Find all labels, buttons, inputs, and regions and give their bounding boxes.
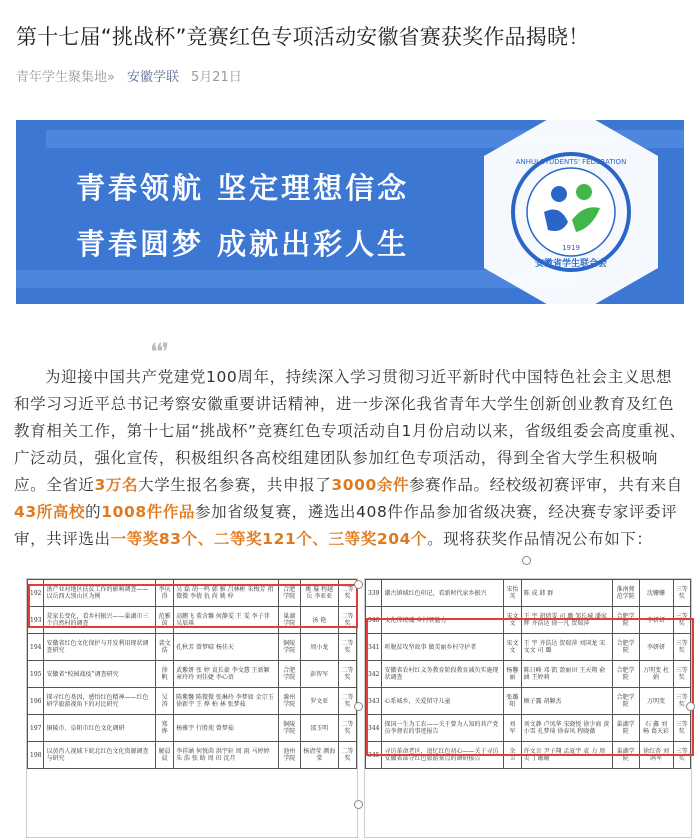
table-cell: 宋文文: [504, 634, 521, 661]
table-cell: 344: [366, 715, 382, 742]
table-cell: 心系城乡，关爱留守儿童: [382, 688, 504, 715]
table-cell: 吴 磊 胡一鸣 韩 雅 吕林彬 朱梅芳 祖微微 李倩 仇 尚 姚 梓: [174, 580, 279, 607]
table-cell: 巢湖学院: [612, 715, 639, 742]
resize-handle-left-mid[interactable]: [354, 702, 363, 711]
table-cell: 石 鑫 刘 畅 葛天彩: [639, 715, 673, 742]
article-paragraph: 为迎接中国共产党建党100周年，持续深入学习贯彻习近平新时代中国特色社会主义思想和学习习近平总书记考察安徽重要讲话精神，进一步深化我省青年大学生创新创业教育及红色教育相关工作，第十七届“挑战杯”竞赛红色专项活动自1月份启动以来，省级组委会高度重视、广泛动员，强化宣传，积极组织各高校组建团队参加红色专项活动，得到全省大学生积极响应。全省近3万名大学生报名参赛，共申报了3000余件参赛作品。经校级初赛评审，共有来自43所高校的1008件作品参加省级复赛，遴选出408件作品参加省级决赛，经决赛专家评委评审，共评选出一等奖83个、二等奖121个、三等奖204个。现将获奖作品情况公布如下：: [14, 368, 686, 548]
table-cell: 范雅茵: [156, 607, 174, 634]
table-cell: 合肥学院: [279, 580, 300, 607]
table-cell: 张璐阳: [504, 688, 521, 715]
table-cell: 巢湖学院: [612, 742, 639, 769]
table-cell: 二等奖: [339, 715, 357, 742]
logo-en-text: ANHUI STUDENTS' FEDERATION: [515, 158, 627, 166]
table-cell: 安徽省红色文化保护与开发利用现状调查研究: [44, 634, 156, 661]
table-cell: 340: [366, 607, 382, 634]
highlight-box-right: [366, 618, 694, 756]
table-cell: 合肥学院: [279, 661, 300, 688]
table-cell: 339: [366, 580, 382, 607]
table-cell: 192: [28, 580, 44, 607]
table-cell: 余 卫: [504, 742, 521, 769]
table-cell: 合肥学院: [612, 634, 639, 661]
table-row: [28, 634, 357, 661]
publish-date: 5月21日: [190, 70, 242, 85]
table-cell: 二等奖: [339, 607, 357, 634]
table-cell: 铜陵学院: [279, 634, 300, 661]
table-cell: 李妍妍: [639, 607, 673, 634]
table-cell: 荒家长变化，看乡村振兴——巢湖市三个自然村的调查: [44, 607, 156, 634]
table-cell: 徐红杏 刘鸿军: [639, 742, 673, 769]
table-cell: 万明变 杜 娟: [639, 661, 673, 688]
table-cell: 合肥学院: [612, 661, 639, 688]
resize-handle-top[interactable]: [522, 556, 531, 565]
table-cell: 以黄肖人视域下皖北红色文化资源调查与研究: [44, 742, 156, 769]
highlight-box-left: [28, 584, 358, 628]
table-cell: 三等奖: [673, 634, 690, 661]
table-cell: 341: [366, 634, 382, 661]
table-cell: 铜陵市、阜阳市红色文化调研: [44, 715, 156, 742]
table-cell: 二等奖: [339, 688, 357, 715]
table-cell: 杨馨丽: [504, 661, 521, 688]
table-cell: 罗文亚: [300, 688, 339, 715]
table-cell: 343: [366, 688, 382, 715]
table-cell: 194: [28, 634, 44, 661]
table-cell: 二等奖: [339, 634, 357, 661]
resize-handle-left-bottom[interactable]: [354, 800, 363, 809]
table-cell: 淮南师范学院: [612, 580, 639, 607]
table-cell: 王 宇 胡倩雯 司 璐 邹长城 潘家辉 齐浩达 徐一凡 贺瑞萍: [521, 607, 612, 634]
table-cell: 万明变: [639, 688, 673, 715]
table-cell: 三等奖: [673, 715, 690, 742]
table-cell: 二等奖: [339, 742, 357, 769]
table-cell: 陈日峰 邓 凯 盈丽田 王天翔 俞 涵 王婷莉: [521, 661, 612, 688]
table-cell: 李庆得: [156, 580, 174, 607]
table-cell: 汤 艳: [300, 607, 339, 634]
resize-handle-right-mid[interactable]: [686, 702, 695, 711]
table-cell: 二等奖: [339, 661, 357, 688]
source-link[interactable]: 青年学生聚集地»: [16, 70, 115, 85]
table-cell: 李祥涵 何悦茵 洪宇轩 周 雨 马婷婷 朱 浩 张 晗 周 田 沈月: [174, 742, 279, 769]
table-cell: 探寻红色基因，感悟红色精神——红色研学旅游视角下的对比研究: [44, 688, 156, 715]
table-row: [28, 688, 357, 715]
table-cell: 陈 成 韩 群: [521, 580, 612, 607]
table-cell: 193: [28, 607, 44, 634]
table-cell: 合肥学院: [612, 688, 639, 715]
table-cell: 周小龙: [300, 634, 339, 661]
table-cell: 三等奖: [673, 580, 690, 607]
table-cell: 孔秋芳 曾梦晴 杨佳天: [174, 634, 279, 661]
table-cell: 安徽省农村红义务教育阶段教育减负实施现状调查: [382, 661, 504, 688]
table-cell: 姚 璇 程越岳 李亚亚: [300, 580, 339, 607]
table-cell: 196: [28, 688, 44, 715]
student-federation-logo-icon: [476, 120, 666, 304]
table-cell: 342: [366, 661, 382, 688]
table-cell: 三等奖: [673, 607, 690, 634]
table-cell: 解晨晨: [156, 742, 174, 769]
table-cell: 杨雅宇 行胜苑 曾梦茹: [174, 715, 279, 742]
table-cell: 巢湖学院: [279, 607, 300, 634]
table-cell: 邵玉明: [300, 715, 339, 742]
table-cell: 郑 烨: [156, 715, 174, 742]
table-cell: 裴文浩: [156, 634, 174, 661]
article-meta: [16, 66, 242, 85]
table-cell: 345: [366, 742, 382, 769]
table-cell: 安徽省“校园战疫”调查研究: [44, 661, 156, 688]
table-cell: 池州学院: [279, 742, 300, 769]
table-cell: 宋怡英: [504, 580, 521, 607]
table-cell: 李妍妍: [639, 634, 673, 661]
table-cell: 沈姗姗: [639, 580, 673, 607]
table-cell: 听脱贫攻坚故事 做美丽乡村守护者: [382, 634, 504, 661]
table-row: [28, 715, 357, 742]
table-cell: 宋文文: [504, 607, 521, 634]
table-cell: 探国一生为工农——关于曾为人知的共产党员李督农的事迹报告: [382, 715, 504, 742]
table-cell: 浙产业对地区扶贫工作的影响调查——以岳西大别山区为例: [44, 580, 156, 607]
table-cell: 陈紫馨 陈微微 张琳玲 李梦如 金宗玉 徐新宇 王 烨 柏 林 张梦茹: [174, 688, 279, 715]
banner-image: [16, 120, 684, 304]
table-cell: 三等奖: [673, 742, 690, 769]
table-cell: 杨清莹 颜海棠: [300, 742, 339, 769]
table-row: [28, 742, 357, 769]
table-row: [28, 661, 357, 688]
table-cell: 王 宇 齐浩达 贺瑞萍 刘国龙 宋文文 司 璐: [521, 634, 612, 661]
table-row: [366, 580, 691, 607]
quote-icon: ❛❛❜: [150, 338, 168, 366]
table-cell: 滁州学院: [279, 688, 300, 715]
table-cell: 许文言 尹子翔 孟夏宇 袁 力 周 美 丁珊珊: [521, 742, 612, 769]
resize-handle-left-top[interactable]: [354, 580, 363, 589]
table-cell: 吴 涛: [156, 688, 174, 715]
banner-slogan-1: 青春领航 坚定理想信念: [76, 171, 410, 205]
account-link[interactable]: 安徽学联: [126, 70, 179, 85]
article-title: 第十七届“挑战杯”竞赛红色专项活动安徽省赛获奖作品揭晓！: [16, 25, 590, 49]
table-cell: 三等奖: [673, 688, 690, 715]
table-cell: 彭智军: [300, 661, 339, 688]
table-cell: 195: [28, 661, 44, 688]
banner-slogan-2: 青春圆梦 成就出彩人生: [76, 227, 410, 261]
table-cell: 武紫妍 张 婷 袁长豪 李文慧 王新颖 章玲玲 刘佳婕 李心语: [174, 661, 279, 688]
table-cell: 顾子露 胡颖杰: [521, 688, 612, 715]
logo-cn-text: 安徽省学生联合会: [534, 259, 608, 269]
table-cell: 铜陵学院: [279, 715, 300, 742]
table-cell: 197: [28, 715, 44, 742]
table-cell: 高鹏飞 董含馨 何静雯 王 雯 李子菲 吴辰琪: [174, 607, 279, 634]
table-cell: 徐 帆: [156, 661, 174, 688]
table-cell: 合肥学院: [612, 607, 639, 634]
table-cell: 二等奖: [339, 580, 357, 607]
logo-year: 1919: [562, 244, 580, 252]
table-cell: 198: [28, 742, 44, 769]
table-cell: 寻访革命老区，追忆红色初心——关于寻访安徽省部分红色旅游景点的调研报告: [382, 742, 504, 769]
table-cell: 刘 军: [504, 715, 521, 742]
table-cell: 三等奖: [673, 661, 690, 688]
table-cell: 文化传统魂 乡村显魅力: [382, 607, 504, 634]
table-cell: 刘文静 卢凤华 宋晓悦 徐少商 黄小雪 孔梦琦 徐春风 程晓薇: [521, 715, 612, 742]
table-cell: 潮古镇域红色印记，看新时代家乡振兴: [382, 580, 504, 607]
